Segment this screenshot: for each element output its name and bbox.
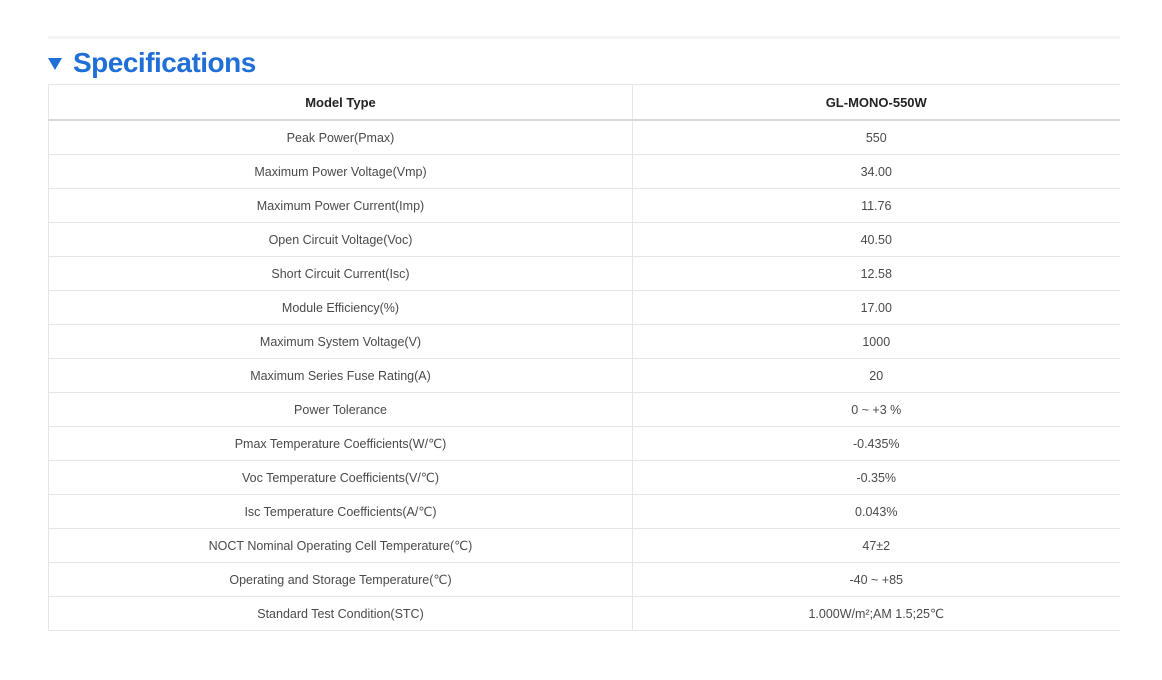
table-row: [49, 393, 1120, 427]
table-row: [49, 529, 1120, 563]
spec-label: Voc Temperature Coefficients(V/℃): [49, 461, 633, 495]
spec-label: Maximum System Voltage(V): [49, 325, 633, 359]
spec-value: 1000: [633, 325, 1120, 359]
caret-down-icon[interactable]: [48, 58, 62, 70]
spec-label: Standard Test Condition(STC): [49, 597, 633, 631]
spec-value: 11.76: [633, 189, 1120, 223]
spec-label: Maximum Series Fuse Rating(A): [49, 359, 633, 393]
section-title: Specifications: [73, 47, 256, 78]
table-row: [49, 461, 1120, 495]
spec-label: Short Circuit Current(Isc): [49, 257, 633, 291]
specifications-table: [48, 84, 1120, 631]
spec-value: -40 ~ +85: [633, 563, 1120, 597]
table-row: [49, 495, 1120, 529]
spec-label: Peak Power(Pmax): [49, 120, 633, 155]
section-header[interactable]: [48, 45, 256, 81]
table-row: [49, 359, 1120, 393]
spec-value: -0.435%: [633, 427, 1120, 461]
spec-label: Power Tolerance: [49, 393, 633, 427]
spec-value: 20: [633, 359, 1120, 393]
spec-label: Open Circuit Voltage(Voc): [49, 223, 633, 257]
spec-label: Maximum Power Voltage(Vmp): [49, 155, 633, 189]
spec-value: 0.043%: [633, 495, 1120, 529]
spec-label: Module Efficiency(%): [49, 291, 633, 325]
spec-label: Isc Temperature Coefficients(A/℃): [49, 495, 633, 529]
spec-value: 0 ~ +3 %: [633, 393, 1120, 427]
spec-value: 47±2: [633, 529, 1120, 563]
spec-label: NOCT Nominal Operating Cell Temperature(℃): [49, 529, 633, 563]
header-model-name: GL-MONO-550W: [633, 85, 1120, 121]
spec-value: 17.00: [633, 291, 1120, 325]
table-row: [49, 597, 1120, 631]
spec-label: Pmax Temperature Coefficients(W/℃): [49, 427, 633, 461]
spec-value: 40.50: [633, 223, 1120, 257]
spec-value: 34.00: [633, 155, 1120, 189]
table-row: [49, 155, 1120, 189]
spec-label: Operating and Storage Temperature(℃): [49, 563, 633, 597]
table-row: [49, 120, 1120, 155]
top-divider: [48, 36, 1120, 39]
spec-value: -0.35%: [633, 461, 1120, 495]
spec-value: 12.58: [633, 257, 1120, 291]
table-row: [49, 189, 1120, 223]
spec-label: Maximum Power Current(Imp): [49, 189, 633, 223]
table-header-row: [49, 85, 1120, 121]
header-model-type: Model Type: [49, 85, 633, 121]
table-row: [49, 291, 1120, 325]
table-row: [49, 427, 1120, 461]
table-row: [49, 223, 1120, 257]
table-row: [49, 325, 1120, 359]
table-row: [49, 257, 1120, 291]
spec-value: 1.000W/m²;AM 1.5;25℃: [633, 597, 1120, 631]
spec-value: 550: [633, 120, 1120, 155]
table-row: [49, 563, 1120, 597]
